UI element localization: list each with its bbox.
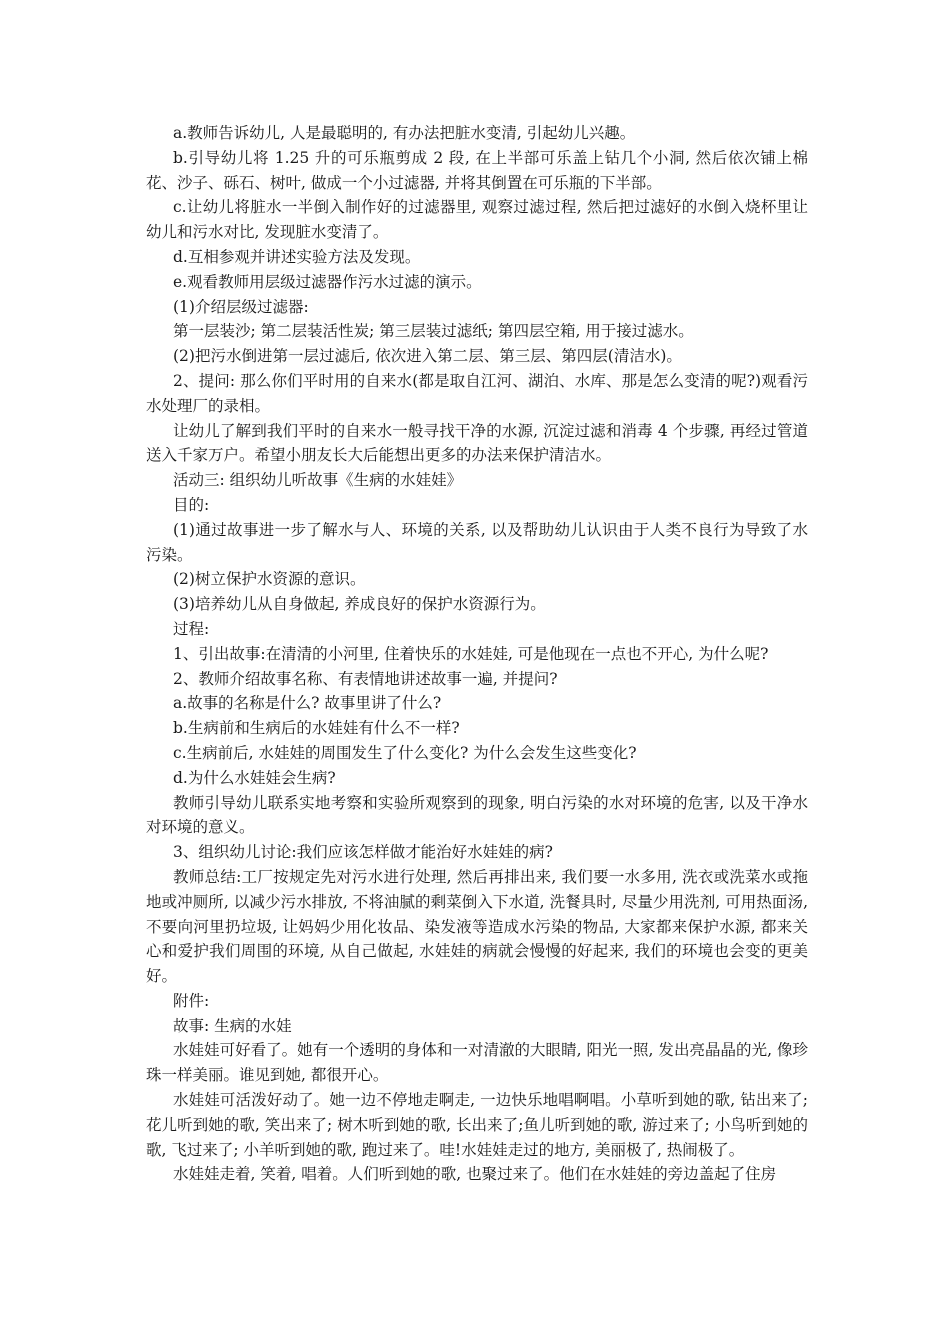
paragraph-process-2: 2、教师介绍故事名称、有表情地讲述故事一遍, 并提问?: [173, 669, 558, 688]
paragraph-process-1: 1、引出故事:在清清的小河里, 住着快乐的水娃娃, 可是他现在一点也不开心, 为什么呢?: [173, 644, 769, 663]
paragraph-teacher-guide: 教师引导幼儿联系实地考察和实验所观察到的现象, 明白污染的水对环境的危害, 以及干净水对环境的意义。: [146, 793, 808, 837]
paragraph-process-heading: 过程:: [173, 619, 210, 638]
paragraph-step-d: d.互相参观并讲述实验方法及发现。: [173, 247, 421, 266]
paragraph-story-2: 水娃娃可活泼好动了。她一边不停地走啊走, 一边快乐地唱啊唱。小草听到她的歌, 钻出来了; 花儿听到她的歌, 笑出来了; 树木听到她的歌, 长出来了;鱼儿听到她的歌, 游过来了; 小鸟听到她的歌, 飞过来了; 小羊听到她的歌, 跑过来了。哇!水娃娃走过的地方, 美丽极了, 热闹极了。: [146, 1091, 808, 1159]
paragraph-purpose-3: (3)培养幼儿从自身做起, 养成良好的保护水资源行为。: [173, 595, 546, 614]
paragraph-question-a: a.故事的名称是什么? 故事里讲了什么?: [173, 694, 442, 713]
paragraph-question: 2、提问: 那么你们平时用的自来水(都是取自江河、湖泊、水库、那是怎么变清的呢?)观看污水处理厂的录相。: [146, 371, 808, 415]
paragraph-filter-layers: 第一层装沙; 第二层装活性炭; 第三层装过滤纸; 第四层空箱, 用于接过滤水。: [173, 322, 694, 341]
paragraph-purpose-heading: 目的:: [173, 495, 210, 514]
paragraph-story-3: 水娃娃走着, 笑着, 唱着。人们听到她的歌, 也聚过来了。他们在水娃娃的旁边盖起了住房: [173, 1165, 777, 1184]
paragraph-filter-intro: (1)介绍层级过滤器:: [173, 297, 309, 316]
paragraph-story-title: 故事: 生病的水娃: [173, 1016, 292, 1035]
document-body: [146, 121, 808, 1187]
paragraph-purpose-2: (2)树立保护水资源的意识。: [173, 570, 366, 589]
paragraph-tap-water: 让幼儿了解到我们平时的自来水一般寻找干净的水源, 沉淀过滤和消毒 4 个步骤, 再经过管道送入千家万户。希望小朋友长大后能想出更多的办法来保护清洁水。: [146, 421, 808, 465]
paragraph-teacher-summary: 教师总结:工厂按规定先对污水进行处理, 然后再排出来, 我们要一水多用, 洗衣或洗菜水或拖地或冲厕所, 以减少污水排放, 不将油腻的剩菜倒入下水道, 洗餐具时, 尽量少用洗剂, 可用热面汤, 不要向河里扔垃圾, 让妈妈少用化妆品、染发液等造成水污染的物品, 大家都来保护水源, 都来关心和爱护我们周围的环境, 从自己做起, 水娃娃的病就会慢慢的好起来, 我们的环境也会变的更美好。: [146, 867, 808, 986]
paragraph-process-3: 3、组织幼儿讨论:我们应该怎样做才能治好水娃娃的病?: [173, 843, 553, 862]
paragraph-step-c: c.让幼儿将脏水一半倒入制作好的过滤器里, 观察过滤过程, 然后把过滤好的水倒入烧杯里让幼儿和污水对比, 发现脏水变清了。: [146, 198, 808, 242]
paragraph-question-c: c.生病前后, 水娃娃的周围发生了什么变化? 为什么会发生这些变化?: [173, 743, 637, 762]
paragraph-step-e: e.观看教师用层级过滤器作污水过滤的演示。: [173, 272, 482, 291]
paragraph-purpose-1: (1)通过故事进一步了解水与人、环境的关系, 以及帮助幼儿认识由于人类不良行为导致了水污染。: [146, 520, 808, 564]
paragraph-step-b: b.引导幼儿将 1.25 升的可乐瓶剪成 2 段, 在上半部可乐盖上钻几个小洞, 然后依次铺上棉花、沙子、砾石、树叶, 做成一个小过滤器, 并将其倒置在可乐瓶的下半部。: [146, 148, 808, 192]
paragraph-appendix-heading: 附件:: [173, 991, 210, 1010]
paragraph-story-1: 水娃娃可好看了。她有一个透明的身体和一对清澈的大眼睛, 阳光一照, 发出亮晶晶的光, 像珍珠一样美丽。谁见到她, 都很开心。: [146, 1041, 808, 1085]
paragraph-question-b: b.生病前和生病后的水娃娃有什么不一样?: [173, 719, 460, 738]
paragraph-question-d: d.为什么水娃娃会生病?: [173, 768, 336, 787]
paragraph-filter-process: (2)把污水倒进第一层过滤后, 依次进入第二层、第三层、第四层(清洁水)。: [173, 347, 682, 366]
paragraph-step-a: a.教师告诉幼儿, 人是最聪明的, 有办法把脏水变清, 引起幼儿兴趣。: [173, 124, 636, 142]
paragraph-activity-three: 活动三: 组织幼儿听故事《生病的水娃娃》: [173, 471, 463, 490]
